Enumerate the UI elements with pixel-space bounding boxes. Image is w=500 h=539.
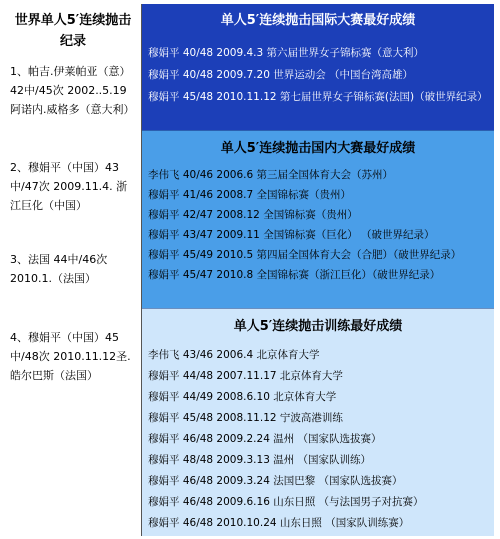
- list-item: 穆娟平 42/47 2008.12 全国锦标赛（贵州）: [148, 209, 358, 221]
- list-item: 穆娟平 44/49 2008.6.10 北京体育大学: [148, 391, 337, 403]
- training-best-title: 单人5′连续抛击训练最好成绩: [233, 319, 403, 334]
- list-item: 穆娟平 46/48 2009.2.24 温州 （国家队选拔赛）: [148, 433, 382, 445]
- domestic-best-section: [142, 130, 494, 308]
- list-item: 穆娟平 40/48 2009.4.3 第六届世界女子锦标赛（意大利）: [148, 47, 425, 59]
- list-item: 李伟飞 43/46 2006.4 北京体育大学: [148, 349, 320, 361]
- world-record-entry: 2、穆娟平（中国）43中/47次 2009.11.4. 浙江巨化（中国）: [10, 161, 128, 212]
- list-item: 穆娟平 44/48 2007.11.17 北京体育大学: [148, 370, 343, 382]
- world-record-entry: 4、穆娟平（中国）45中/48次 2010.11.12圣.皓尔巴斯（法国）: [10, 331, 131, 382]
- world-record-entry: 3、法国 44中/46次 2010.1.（法国）: [10, 253, 108, 285]
- international-best-list: [148, 42, 490, 108]
- domestic-best-title: 单人5′连续抛击国内大赛最好成绩: [220, 141, 416, 156]
- list-item: 穆娟平 46/48 2009.3.24 法国巴黎 （国家队选拔赛）: [148, 475, 403, 487]
- list-item: 穆娟平 45/48 2008.11.12 宁波高港训练: [148, 412, 343, 424]
- list-item: 穆娟平 41/46 2008.7 全国锦标赛（贵州）: [148, 189, 352, 201]
- list-item: 穆娟平 46/48 2010.10.24 山东日照 （国家队训练赛）: [148, 517, 410, 529]
- list-item: 李伟飞 40/46 2006.6 第三届全国体育大会（苏州）: [148, 169, 394, 181]
- list-item: 穆娟平 45/47 2010.8 全国锦标赛（浙江巨化）（破世界纪录）: [148, 269, 441, 281]
- world-record-entry: 1、帕吉.伊莱帕亚（意）42中/45次 2002..5.19 阿诺内.威格多（意大利）: [10, 65, 135, 116]
- training-best-section: [142, 308, 494, 536]
- list-item: 穆娟平 45/49 2010.5 第四届全国体育大会（合肥）（破世界纪录）: [148, 249, 462, 261]
- list-item: 穆娟平 46/48 2009.6.16 山东日照 （与法国男子对抗赛）: [148, 496, 424, 508]
- list-item: 穆娟平 45/48 2010.11.12 第七届世界女子锦标赛(法国)（破世界纪录）: [148, 91, 488, 103]
- world-records-title: 世界单人5′连续抛击纪录: [14, 13, 132, 49]
- training-best-list: [148, 345, 490, 534]
- list-item: 穆娟平 40/48 2009.7.20 世界运动会 （中国台湾高雄）: [148, 69, 414, 81]
- list-item: 穆娟平 48/48 2009.3.13 温州 （国家队训练）: [148, 454, 372, 466]
- international-best-title: 单人5′连续抛击国际大赛最好成绩: [220, 13, 416, 28]
- domestic-best-list: [148, 165, 490, 285]
- international-best-section: [142, 4, 494, 130]
- list-item: 穆娟平 43/47 2009.11 全国锦标赛（巨化） （破世界纪录）: [148, 229, 435, 241]
